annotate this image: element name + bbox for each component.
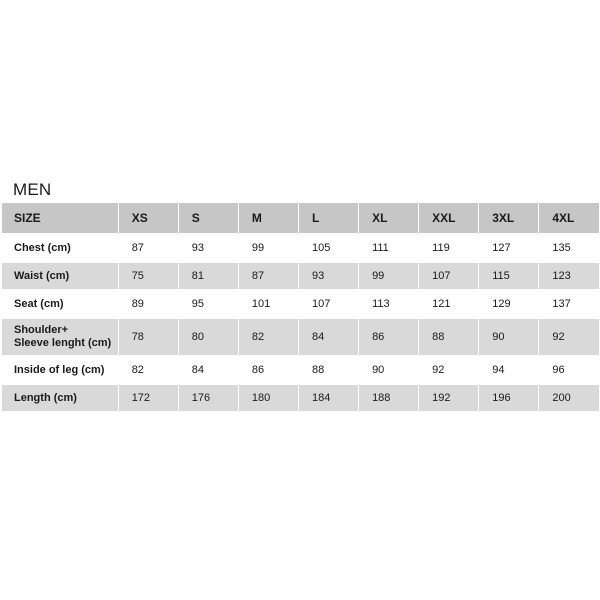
table-cell: 84 bbox=[178, 356, 238, 384]
size-header-xxl: XXL bbox=[419, 203, 479, 234]
table-cell: 90 bbox=[359, 356, 419, 384]
table-cell: 93 bbox=[178, 234, 238, 262]
table-cell: 95 bbox=[178, 290, 238, 318]
table-row-shoulder-sleeve bbox=[2, 318, 599, 356]
table-cell: 93 bbox=[298, 262, 358, 290]
table-row-length bbox=[2, 384, 599, 412]
table-cell: 92 bbox=[539, 318, 599, 356]
table-cell: 121 bbox=[419, 290, 479, 318]
table-cell: 96 bbox=[539, 356, 599, 384]
size-header-s: S bbox=[178, 203, 238, 234]
size-header-xs: XS bbox=[118, 203, 178, 234]
table-cell: 81 bbox=[178, 262, 238, 290]
table-cell: 184 bbox=[298, 384, 358, 412]
row-label: Waist (cm) bbox=[2, 262, 118, 290]
table-cell: 88 bbox=[419, 318, 479, 356]
table-cell: 87 bbox=[118, 234, 178, 262]
table-row-chest bbox=[2, 234, 599, 262]
table-cell: 101 bbox=[238, 290, 298, 318]
table-cell: 127 bbox=[479, 234, 539, 262]
table-cell: 200 bbox=[539, 384, 599, 412]
table-cell: 129 bbox=[479, 290, 539, 318]
size-header: SIZE bbox=[2, 203, 118, 234]
size-header-3xl: 3XL bbox=[479, 203, 539, 234]
table-row-seat bbox=[2, 290, 599, 318]
size-header-l: L bbox=[298, 203, 358, 234]
table-cell: 75 bbox=[118, 262, 178, 290]
size-header-xl: XL bbox=[359, 203, 419, 234]
table-row-waist bbox=[2, 262, 599, 290]
table-cell: 107 bbox=[298, 290, 358, 318]
size-header-m: M bbox=[238, 203, 298, 234]
table-cell: 115 bbox=[479, 262, 539, 290]
table-cell: 137 bbox=[539, 290, 599, 318]
table-cell: 90 bbox=[479, 318, 539, 356]
row-label: Length (cm) bbox=[2, 384, 118, 412]
table-cell: 80 bbox=[178, 318, 238, 356]
table-cell: 107 bbox=[419, 262, 479, 290]
header-row bbox=[2, 203, 599, 234]
row-label: Inside of leg (cm) bbox=[2, 356, 118, 384]
table-cell: 94 bbox=[479, 356, 539, 384]
table-cell: 92 bbox=[419, 356, 479, 384]
table-cell: 188 bbox=[359, 384, 419, 412]
table-cell: 87 bbox=[238, 262, 298, 290]
table-cell: 89 bbox=[118, 290, 178, 318]
table-cell: 99 bbox=[238, 234, 298, 262]
table-cell: 192 bbox=[419, 384, 479, 412]
table-cell: 176 bbox=[178, 384, 238, 412]
table-cell: 113 bbox=[359, 290, 419, 318]
table-cell: 99 bbox=[359, 262, 419, 290]
row-label: Seat (cm) bbox=[2, 290, 118, 318]
row-label: Chest (cm) bbox=[2, 234, 118, 262]
table-cell: 180 bbox=[238, 384, 298, 412]
table-cell: 105 bbox=[298, 234, 358, 262]
table-cell: 111 bbox=[359, 234, 419, 262]
table-cell: 135 bbox=[539, 234, 599, 262]
table-cell: 78 bbox=[118, 318, 178, 356]
row-label: Shoulder+ Sleeve lenght (cm) bbox=[2, 318, 118, 356]
table-cell: 84 bbox=[298, 318, 358, 356]
table-cell: 123 bbox=[539, 262, 599, 290]
table-cell: 86 bbox=[359, 318, 419, 356]
table-cell: 119 bbox=[419, 234, 479, 262]
table-cell: 172 bbox=[118, 384, 178, 412]
table-cell: 196 bbox=[479, 384, 539, 412]
table-cell: 88 bbox=[298, 356, 358, 384]
table-row-inside-leg bbox=[2, 356, 599, 384]
table-cell: 82 bbox=[238, 318, 298, 356]
table-cell: 86 bbox=[238, 356, 298, 384]
size-header-4xl: 4XL bbox=[539, 203, 599, 234]
table-cell: 82 bbox=[118, 356, 178, 384]
chart-title: MEN bbox=[13, 180, 52, 199]
size-table bbox=[2, 203, 599, 413]
